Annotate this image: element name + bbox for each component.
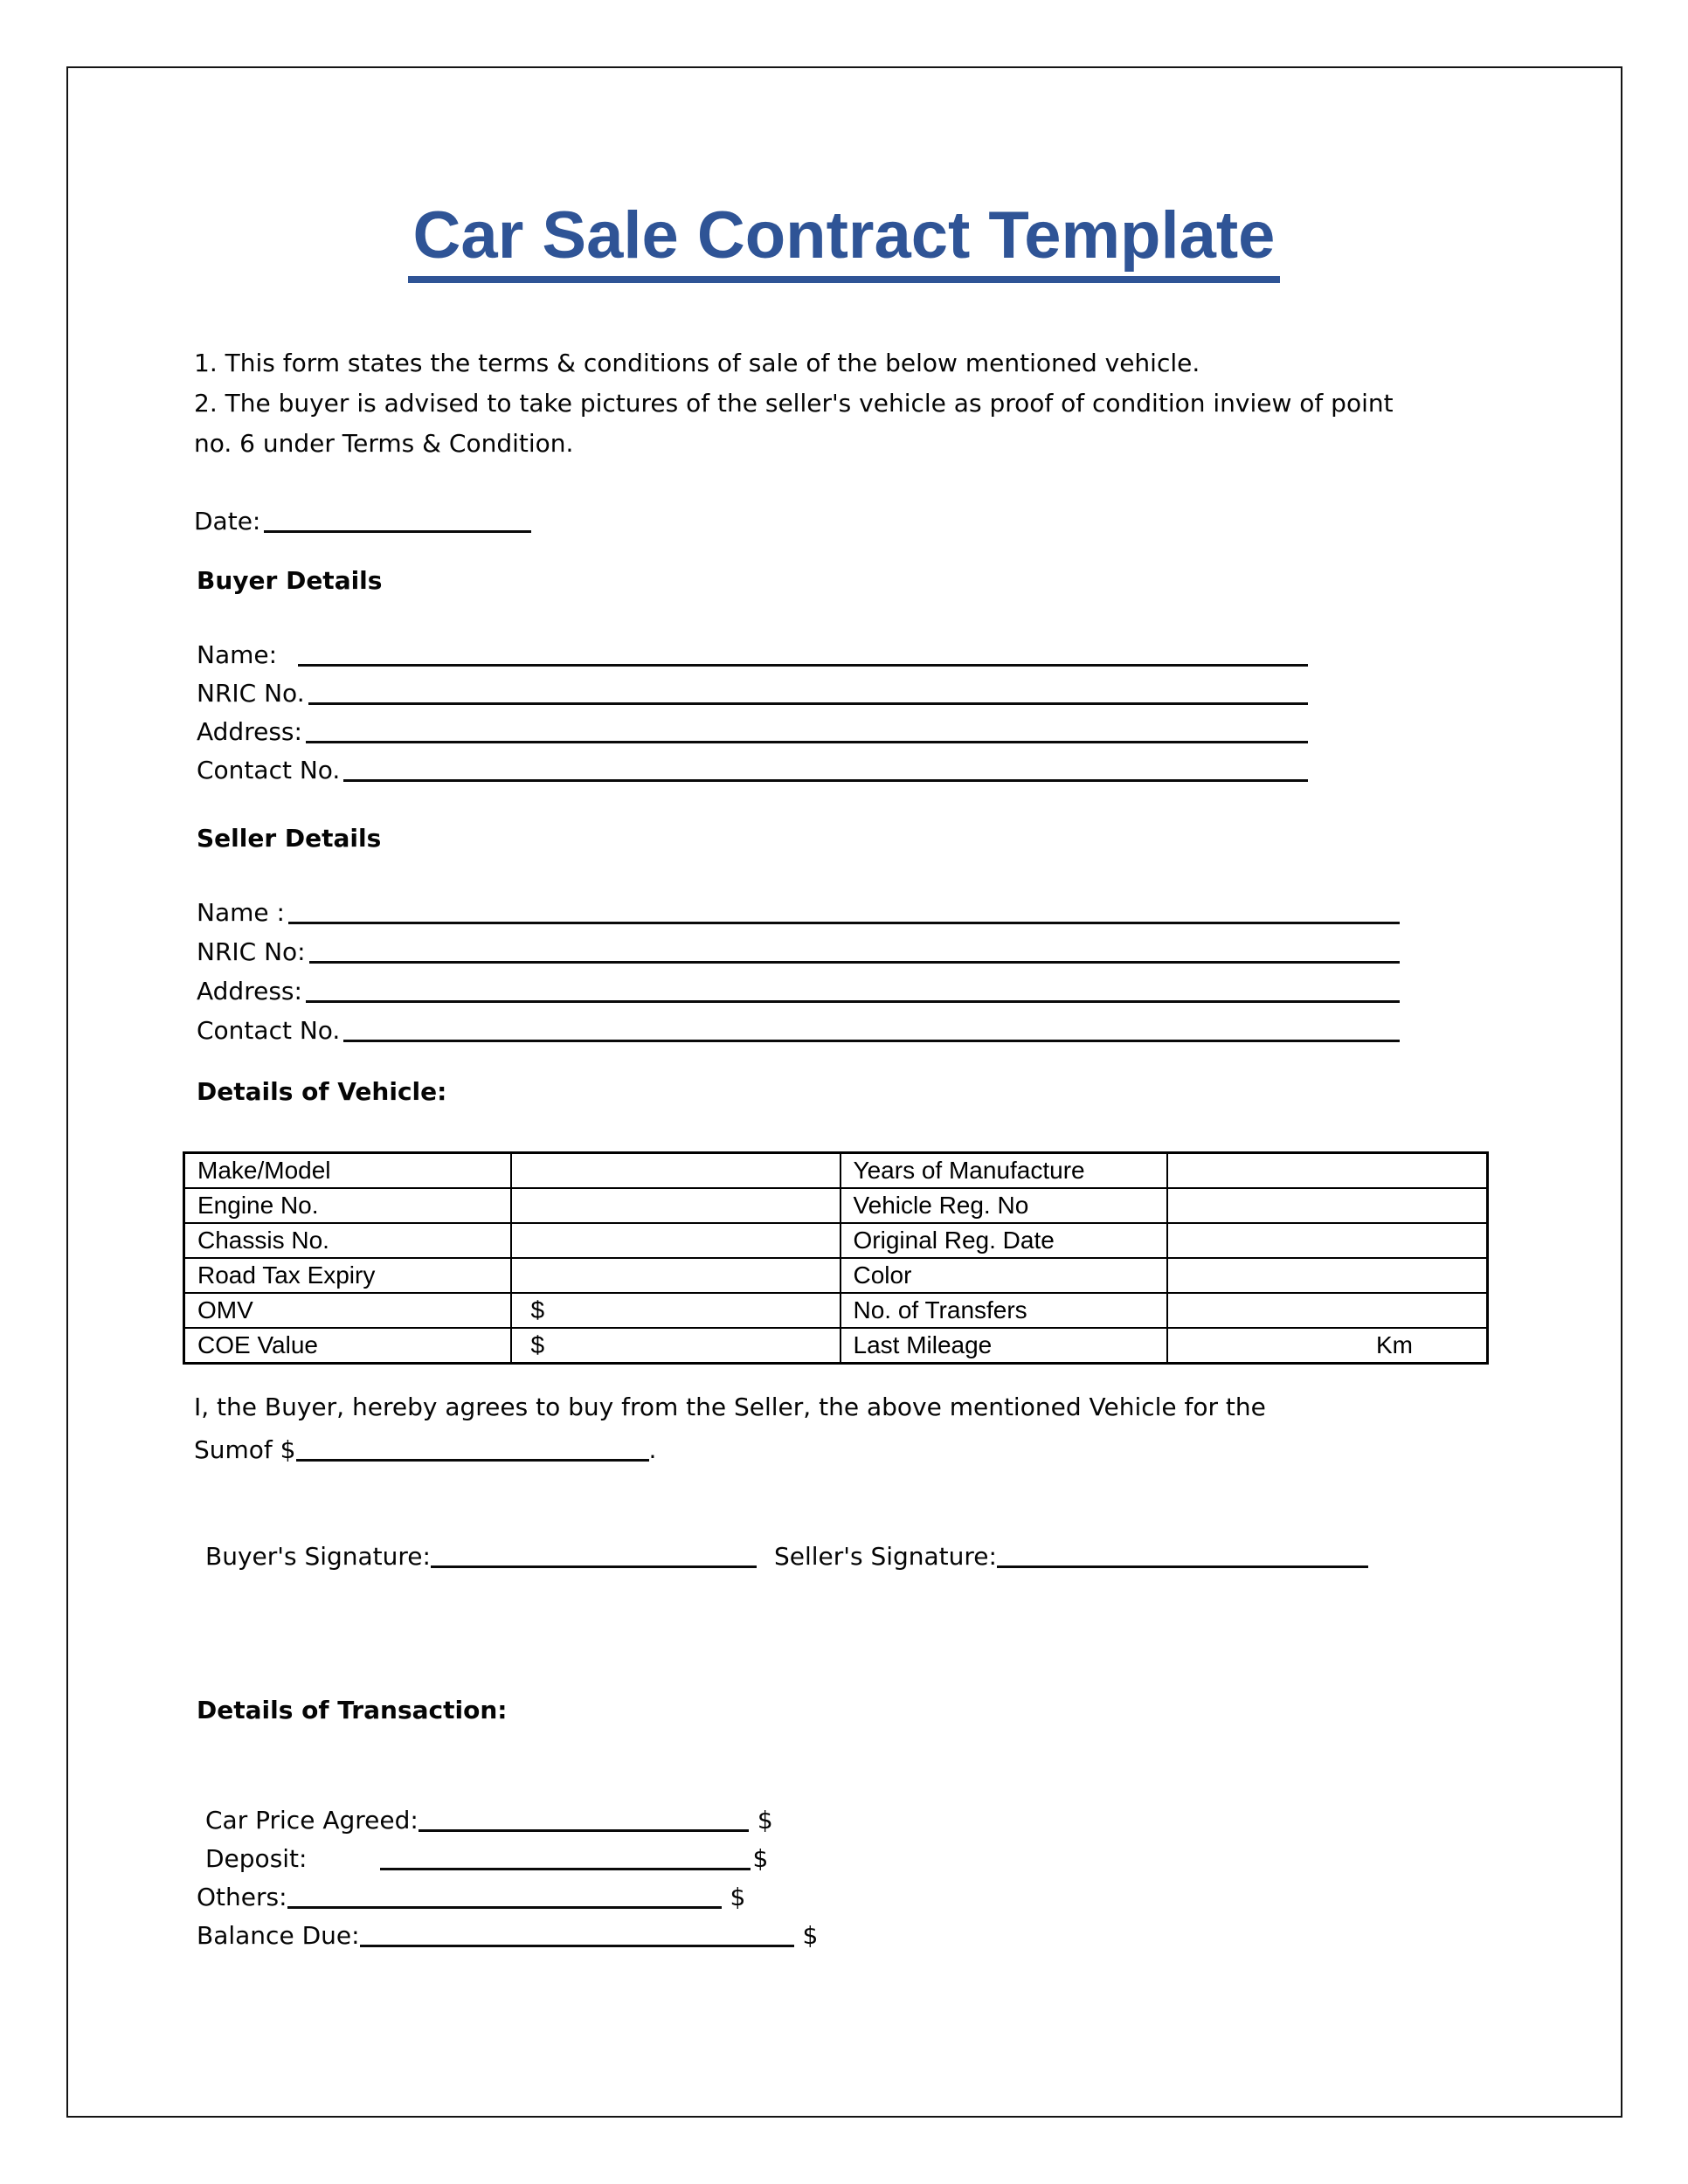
- table-cell-value[interactable]: [511, 1188, 841, 1223]
- field-row: [197, 673, 1308, 711]
- sum-fill-line[interactable]: [296, 1459, 649, 1462]
- table-cell-value[interactable]: $: [511, 1293, 841, 1328]
- table-row: [184, 1153, 1488, 1189]
- intro-paragraph: [194, 343, 1394, 464]
- table-cell-value[interactable]: [1167, 1223, 1488, 1258]
- transaction-row: [197, 1915, 1070, 1953]
- transaction-label: Deposit:: [205, 1844, 308, 1873]
- field-row: [197, 634, 1308, 673]
- transaction-row: [197, 1838, 1070, 1876]
- seller-signature-line[interactable]: [997, 1565, 1368, 1568]
- transaction-row: [197, 1876, 1070, 1915]
- table-cell-label: Road Tax Expiry: [184, 1258, 511, 1293]
- field-label: Address:: [197, 717, 302, 746]
- table-cell-label: Original Reg. Date: [841, 1223, 1167, 1258]
- table-cell-value[interactable]: [1167, 1153, 1488, 1189]
- field-label: Contact No.: [197, 1016, 341, 1045]
- table-cell-value[interactable]: Km: [1167, 1328, 1488, 1364]
- intro-point-1: 1. This form states the terms & conditions of sale of the below mentioned vehicle.: [194, 349, 1200, 377]
- date-fill-line[interactable]: [264, 530, 531, 533]
- buyer-contact-fill-line[interactable]: [343, 779, 1308, 782]
- field-label: Contact No.: [197, 756, 341, 784]
- field-label: NRIC No.: [197, 679, 305, 708]
- table-cell-value[interactable]: $: [511, 1328, 841, 1364]
- vehicle-table: [183, 1151, 1489, 1365]
- table-cell-label: No. of Transfers: [841, 1293, 1167, 1328]
- agreement-sum-row: [194, 1427, 1266, 1468]
- seller-address-fill-line[interactable]: [306, 1000, 1400, 1003]
- field-label: Name:: [197, 640, 278, 669]
- seller-contact-fill-line[interactable]: [343, 1040, 1400, 1042]
- document-title: Car Sale Contract Template: [408, 203, 1281, 283]
- car-price-fill-line[interactable]: [419, 1829, 749, 1832]
- currency-sign: $: [802, 1921, 819, 1950]
- signatures-row: [205, 1536, 1429, 1574]
- table-cell-label: Chassis No.: [184, 1223, 511, 1258]
- transaction-label: Balance Due:: [197, 1921, 360, 1950]
- intro-point-2: 2. The buyer is advised to take pictures of the seller's vehicle as proof of condition inview of point: [194, 389, 1394, 418]
- table-cell-value[interactable]: [511, 1153, 841, 1189]
- table-row: [184, 1328, 1488, 1364]
- sum-period: .: [648, 1435, 657, 1464]
- seller-nric-fill-line[interactable]: [309, 961, 1400, 964]
- seller-signature-label: Seller's Signature:: [773, 1542, 997, 1571]
- field-label: Name :: [197, 898, 285, 927]
- section-heading-seller: Seller Details: [197, 824, 382, 853]
- transaction-label: Car Price Agreed:: [205, 1806, 419, 1835]
- buyer-name-fill-line[interactable]: [298, 664, 1308, 667]
- vehicle-table-wrap: [183, 1151, 1489, 1365]
- table-row: [184, 1293, 1488, 1328]
- table-row: [184, 1188, 1488, 1223]
- transaction-row: [197, 1800, 1070, 1838]
- field-row: [197, 711, 1308, 750]
- field-row: [197, 891, 1400, 930]
- table-cell-label: Make/Model: [184, 1153, 511, 1189]
- table-cell-value[interactable]: [511, 1223, 841, 1258]
- title-wrap: [0, 198, 1688, 283]
- currency-sign: $: [730, 1883, 746, 1911]
- table-cell-value[interactable]: [1167, 1188, 1488, 1223]
- deposit-fill-line[interactable]: [380, 1868, 751, 1870]
- agreement-block: [194, 1387, 1266, 1468]
- field-label: NRIC No:: [197, 937, 306, 966]
- buyer-address-fill-line[interactable]: [306, 741, 1308, 743]
- table-cell-label: Last Mileage: [841, 1328, 1167, 1364]
- section-heading-vehicle: Details of Vehicle:: [197, 1077, 447, 1106]
- currency-sign: $: [752, 1844, 769, 1873]
- field-row: [197, 750, 1308, 788]
- currency-sign: $: [757, 1806, 773, 1835]
- field-row: [197, 1009, 1400, 1048]
- sum-label: Sumof $: [194, 1435, 296, 1464]
- buyer-signature-label: Buyer's Signature:: [205, 1542, 431, 1571]
- buyer-nric-fill-line[interactable]: [308, 702, 1308, 705]
- table-cell-label: Engine No.: [184, 1188, 511, 1223]
- field-label: Address:: [197, 977, 302, 1006]
- table-cell-value[interactable]: [1167, 1293, 1488, 1328]
- agreement-line-1: I, the Buyer, hereby agrees to buy from the Seller, the above mentioned Vehicle for the: [194, 1393, 1266, 1421]
- table-cell-value[interactable]: [511, 1258, 841, 1293]
- others-fill-line[interactable]: [287, 1906, 722, 1909]
- field-row: [197, 970, 1400, 1009]
- seller-fields: [197, 891, 1400, 1048]
- table-cell-label: COE Value: [184, 1328, 511, 1364]
- balance-due-fill-line[interactable]: [360, 1945, 794, 1947]
- transaction-rows: [197, 1800, 1070, 1953]
- table-cell-label: Color: [841, 1258, 1167, 1293]
- table-cell-label: Years of Manufacture: [841, 1153, 1167, 1189]
- date-label: Date:: [194, 507, 261, 536]
- table-row: [184, 1223, 1488, 1258]
- table-cell-value[interactable]: [1167, 1258, 1488, 1293]
- seller-name-fill-line[interactable]: [288, 922, 1400, 924]
- section-heading-buyer: Buyer Details: [197, 566, 383, 595]
- buyer-fields: [197, 634, 1308, 788]
- transaction-label: Others:: [197, 1883, 287, 1911]
- buyer-signature-line[interactable]: [431, 1565, 757, 1568]
- table-cell-label: Vehicle Reg. No: [841, 1188, 1167, 1223]
- section-heading-transaction: Details of Transaction:: [197, 1696, 508, 1724]
- table-cell-label: OMV: [184, 1293, 511, 1328]
- field-row: [197, 930, 1400, 970]
- table-row: [184, 1258, 1488, 1293]
- date-row: [194, 501, 806, 539]
- intro-point-2-cont: no. 6 under Terms & Condition.: [194, 429, 574, 458]
